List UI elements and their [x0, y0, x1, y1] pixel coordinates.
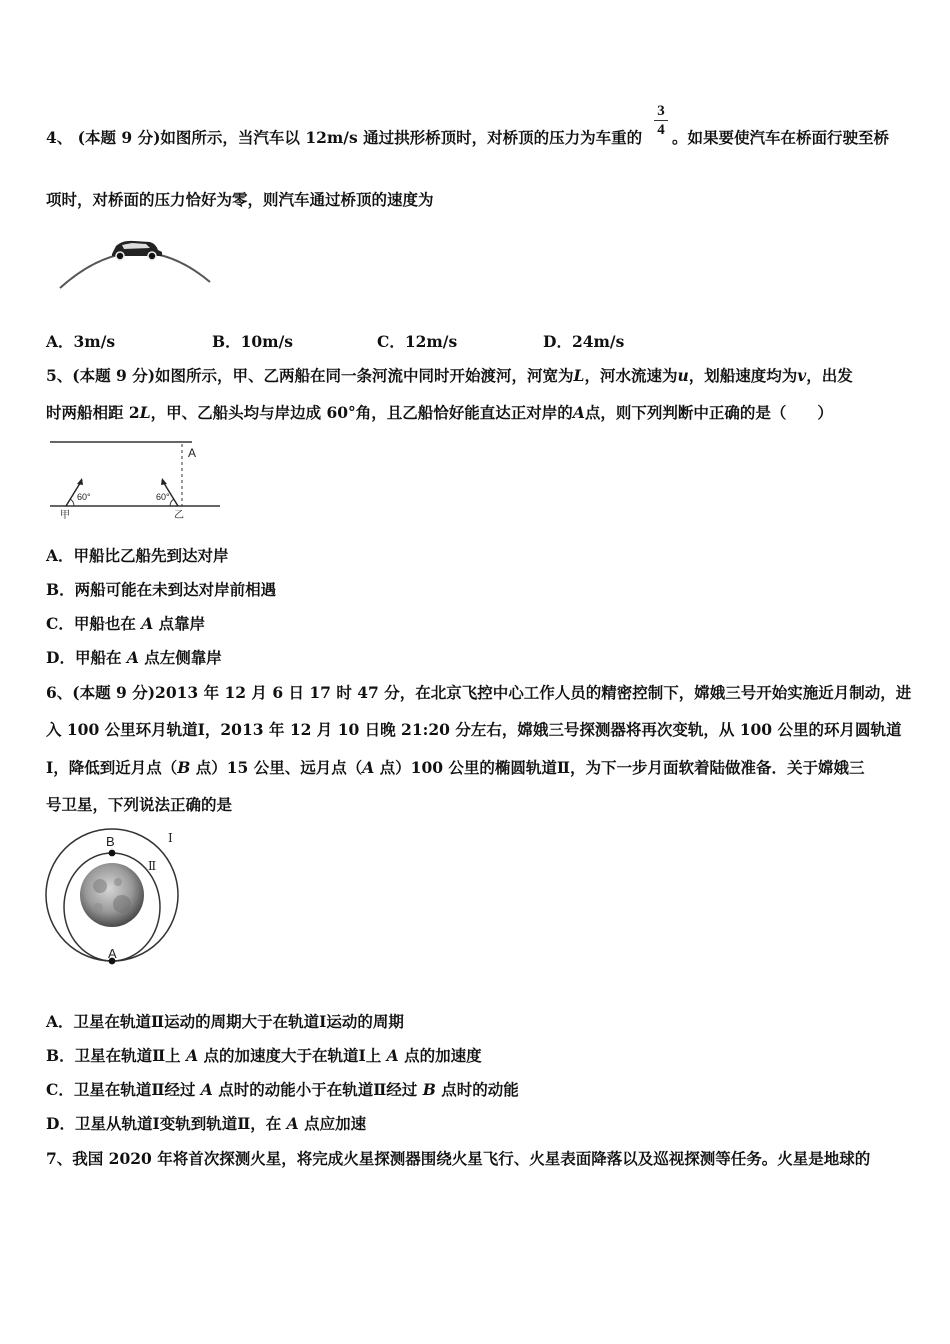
- q6-option-c[interactable]: C．卫星在轨道Ⅱ经过 A 点时的动能小于在轨道Ⅱ经过 B 点时的动能: [46, 1080, 519, 1099]
- q6-stem-line2: 入 100 公里环月轨道Ⅰ，2013 年 12 月 10 日晚 21:20 分左右，嫦娥三号探测器将再次变轨，从 100 公里的环月圆轨道: [46, 720, 902, 739]
- q5-var-L: L: [573, 366, 585, 385]
- q5-option-a[interactable]: A．甲船比乙船先到达对岸: [46, 546, 229, 565]
- q4-frac-numerator: 3: [657, 103, 665, 119]
- q4-fraction: [654, 103, 668, 138]
- orbit-label-ii: Ⅱ: [148, 859, 157, 873]
- boat1-arrowhead-icon: [77, 478, 83, 485]
- q5-option-d[interactable]: D．甲船在 A 点左侧靠岸: [46, 648, 222, 667]
- q4-option-c[interactable]: C．12m/s: [377, 332, 458, 351]
- orbit-label-a: A: [108, 946, 117, 961]
- q5-figure-boat-yi: 乙: [174, 510, 184, 520]
- q6-option-d[interactable]: D．卫星从轨道Ⅰ变轨到轨道Ⅱ，在 A 点应加速: [46, 1114, 367, 1133]
- q4-option-a[interactable]: A．3m/s: [46, 332, 116, 351]
- q4-stem-text-a: 4、 (本题 9 分)如图所示，当汽车以 12m/s 通过拱形桥顶时，对桥顶的压力为车重的: [46, 128, 643, 147]
- q4-frac-denominator: 4: [657, 122, 665, 138]
- river-crossing-figure: [46, 436, 226, 520]
- q5-option-b[interactable]: B．两船可能在未到达对岸前相遇: [46, 580, 277, 599]
- q5-figure-angle1: 60°: [77, 492, 91, 502]
- point-b-dot: [109, 850, 116, 857]
- q5-figure-label-a: A: [188, 446, 197, 460]
- q7-stem-line1: 7、我国 2020 年将首次探测火星，将完成火星探测器围绕火星飞行、火星表面降落以及巡视探测等任务。火星是地球的: [46, 1149, 871, 1168]
- q6-option-b[interactable]: B．卫星在轨道Ⅱ上 A 点的加速度大于在轨道Ⅰ上 A 点的加速度: [46, 1046, 482, 1065]
- q5-stem-line2: 时两船相距 2L，甲、乙船头均与岸边成 60°角，且乙船恰好能直达正对岸的A点，则下列判断中正确的是（ ）: [46, 403, 833, 422]
- q4-stem-line2: 项时，对桥面的压力恰好为零，则汽车通过桥顶的速度为: [46, 190, 434, 209]
- boat2-arrowhead-icon: [161, 478, 167, 485]
- q5-stem-line1: 5、(本题 9 分)如图所示，甲、乙两船在同一条河流中同时开始渡河，河宽为L，河水流速为u，划船速度均为v，出发: [46, 366, 853, 385]
- car-icon: [112, 241, 162, 260]
- q6-stem-line3: Ⅰ，降低到近月点（B 点）15 公里、远月点（A 点）100 公里的椭圆轨道Ⅱ，为下一步月面软着陆做准备．关于嫦娥三: [46, 758, 865, 777]
- q4-option-d[interactable]: D．24m/s: [543, 332, 625, 351]
- orbit-label-i: Ⅰ: [168, 831, 173, 845]
- q5-figure-angle2: 60°: [156, 492, 170, 502]
- q5-figure-boat-jia: 甲: [60, 510, 70, 520]
- orbit-label-b: B: [106, 834, 115, 849]
- q4-stem-text-b: 。如果要使汽车在桥面行驶至桥: [672, 128, 890, 147]
- q5-option-c[interactable]: C．甲船也在 A 点靠岸: [46, 614, 206, 633]
- q6-stem-line1: 6、(本题 9 分)2013 年 12 月 6 日 17 时 47 分，在北京飞控中心工作人员的精密控制下，嫦娥三号开始实施近月制动，进: [46, 683, 912, 702]
- q6-stem-line4: 号卫星，下列说法正确的是: [46, 795, 233, 814]
- q4-stem-line1: [46, 128, 642, 148]
- arch-bridge-figure: [52, 232, 222, 294]
- q5-var-v: v: [797, 366, 807, 385]
- lunar-orbit-figure: [40, 824, 190, 966]
- q6-option-a[interactable]: A．卫星在轨道Ⅱ运动的周期大于在轨道Ⅰ运动的周期: [46, 1012, 404, 1031]
- q4-stem-line1-tail: [672, 128, 889, 148]
- q4-option-b[interactable]: B．10m/s: [212, 332, 293, 351]
- q5-var-u: u: [677, 366, 689, 385]
- bridge-arch: [60, 252, 210, 288]
- moon-icon: [80, 863, 144, 927]
